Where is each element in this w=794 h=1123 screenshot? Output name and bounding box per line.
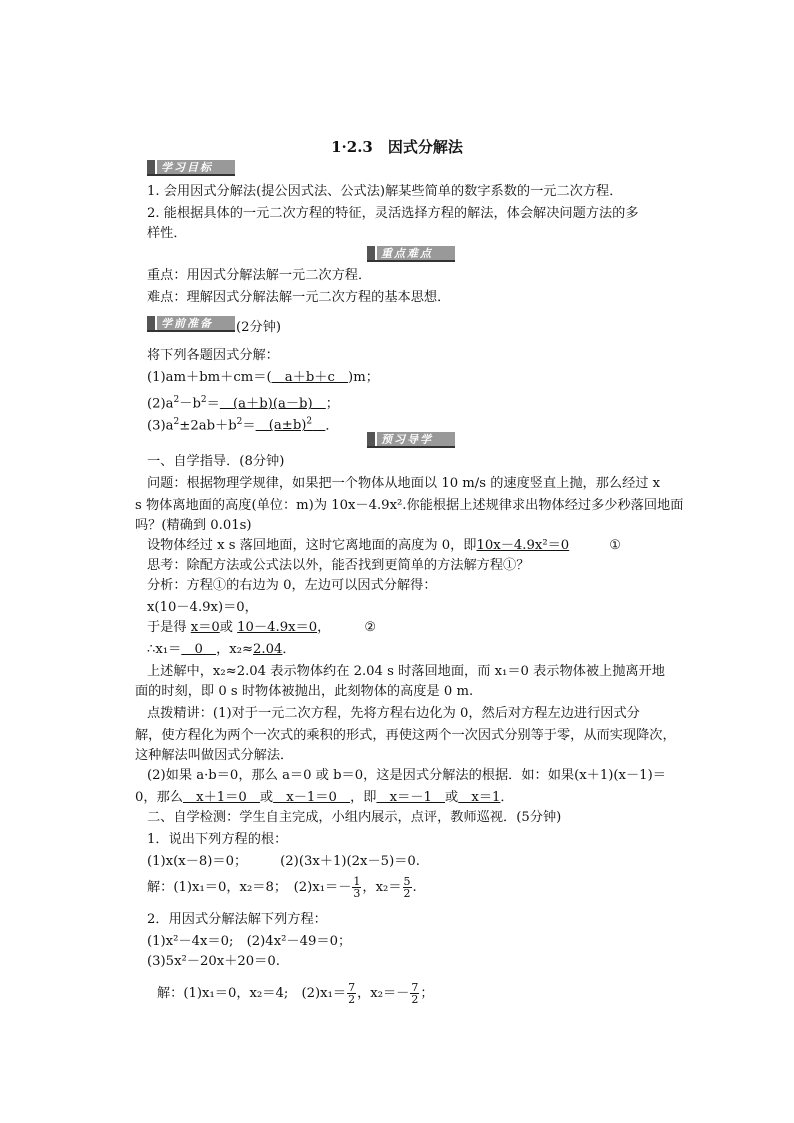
x2-prefix: ，x₂≈: [216, 642, 254, 657]
s2-q2-sol-mid: ，x₂＝－: [357, 986, 410, 1001]
explain-line-2: 面的时刻，即 0 s 时物体被抛出，此刻物体的高度是 0 m.: [135, 684, 474, 699]
prep-q3-eq: ＝: [242, 418, 256, 434]
problem-line-1: 问题：根据物理学规律，如果把一个物体从地面以 10 m/s 的速度竖直上抛，那么经过 x: [147, 476, 661, 491]
prep-q2-eq: ＝: [206, 396, 220, 412]
fraction-five-halves: $\frac{5}{2}$: [403, 875, 411, 900]
x2-suffix: ．: [282, 642, 296, 657]
x2-answer: 2.04: [253, 642, 283, 657]
prep-q2-answer: (a＋b)(a－b): [219, 396, 326, 412]
explain-line-1: 上述解中，x₂≈2.04 表示物体约在 2.04 s 时落回地面，而 x₁＝0 表示物体被上抛离开地: [147, 664, 665, 679]
s2-q1-sol-end: .: [412, 880, 417, 895]
tip2-answer-b: x－1＝0: [273, 790, 351, 805]
problem-line-3: 吗？(精确到 0.01s): [135, 518, 252, 533]
so-line: 于是得 x＝0或 10－4.9x＝0， ②: [147, 620, 377, 635]
tip2-then: ，即: [350, 790, 377, 805]
tip2-answer-c: x＝－1: [376, 790, 446, 805]
so-answer-a: x＝0: [190, 620, 220, 635]
s2-q1-sol-mid: ，x₂＝: [362, 880, 402, 895]
fraction-seven-halves: $\frac{7}{2}$: [348, 981, 356, 1006]
prep-q3-mid: ±2ab＋b: [179, 418, 237, 434]
tip2-answer-d: x＝1: [458, 790, 501, 805]
tip2-or-1: 或: [259, 790, 274, 805]
section2-heading: 二、自学检测：学生自主完成，小组内展示，点评，教师巡视．(5分钟): [147, 810, 562, 825]
key-points-banner: 重点难点: [367, 246, 455, 262]
set-text: 设物体经过 x s 落回地面，这时它离地面的高度为 0，即: [147, 538, 477, 553]
so-answer-b: 10－4.9x＝0: [237, 620, 318, 635]
tip2-or-2: 或: [445, 790, 459, 805]
page-title: 1·2.3 因式分解法: [331, 138, 463, 156]
s2-q2-sol-prefix: 解：(1)x₁＝0，x₂＝4; (2)x₁＝: [157, 986, 347, 1001]
prep-q3: $(3)a^2\pm 2ab+b^2=$ $(a\pm b)^2$ ．: [147, 417, 339, 434]
prep-q3-answer: (a±b): [255, 418, 307, 434]
think-line: 思考：除配方法或公式法以外，能否找到更简单的方法解方程①？: [147, 558, 530, 573]
equation-tag-1: ①: [609, 538, 622, 553]
x1-answer: 0: [181, 642, 217, 657]
key-point: 重点：用因式分解法解一元二次方程．: [147, 268, 372, 283]
set-equation: 10x－4.9x²＝0: [476, 538, 570, 553]
roots-line: [147, 640, 296, 660]
prep-intro: 将下列各题因式分解：: [147, 348, 279, 363]
s2-q2-solution: [157, 982, 434, 1005]
prep-q3-prefix: (3)a: [147, 418, 174, 434]
prep-q2: $(2)a^2-b^2=$ (a＋b)(a－b) ；: [147, 395, 339, 412]
s2-q1-sol-prefix: 解：(1)x₁＝0，x₂＝8； (2)x₁＝－: [147, 880, 352, 895]
tip-line-2: 解，使方程化为两个一次式的乘积的形式，再使这两个一次因式分别等于零，从而实现降次，: [135, 728, 676, 743]
goal-2-cont: 样性．: [147, 226, 187, 241]
s2-q2-eq-1: (1)x²－4x＝0; (2)4x²－49＝0；: [147, 934, 352, 949]
section1-heading: 一、自学指导．(8分钟): [147, 454, 285, 469]
analysis-line: 分析：方程①的右边为 0，左边可以因式分解得：: [147, 578, 437, 593]
set-line: [147, 536, 621, 556]
so-or: 或: [219, 620, 233, 635]
tip-line-3: 这种解法叫做因式分解法．: [135, 748, 294, 763]
goal-1: 1. 会用因式分解法(提公因式法、公式法)解某些简单的数字系数的一元二次方程．: [147, 184, 623, 199]
study-goals-banner: 学习目标: [147, 160, 235, 176]
problem-line-2: s 物体离地面的高度(单位：m)为 10x－4.9x².你能根据上述规律求出物体经过多少秒落回地面: [135, 498, 684, 513]
tip-line-1: 点拨精讲：(1)对于一元二次方程，先将方程右边化为 0，然后对方程左边进行因式分: [147, 706, 640, 721]
tip2-line-1: (2)如果 a·b＝0，那么 a＝0 或 b＝0，这是因式分解法的根据．如：如果(x＋1)(x－1)＝: [147, 768, 666, 783]
factor-line: x(10－4.9x)＝0，: [147, 600, 258, 615]
prep-q1-suffix: )m；: [348, 370, 379, 385]
tip2-end: ．: [500, 790, 514, 805]
prep-q3-suffix: ．: [325, 418, 339, 434]
so-prefix: 于是得: [147, 620, 187, 635]
equation-tag-2: ②: [364, 620, 377, 635]
difficulty: 难点：理解因式分解法解一元二次方程的基本思想．: [147, 290, 451, 305]
s2-q2-sol-end: ；: [420, 986, 434, 1001]
fraction-neg-seven-halves: $\frac{7}{2}$: [411, 981, 419, 1006]
s2-q1-equations: (1)x(x－8)＝0； (2)(3x＋1)(2x－5)＝0.: [147, 854, 420, 869]
prep-q2-prefix: (2)a: [147, 396, 174, 412]
prep-q1-prefix: (1)am＋bm＋cm＝(: [147, 370, 272, 385]
prep-q2-mid: －b: [179, 396, 201, 412]
preview-banner: 预习导学: [367, 432, 455, 448]
tip2-answer-a: x＋1＝0: [182, 790, 260, 805]
s2-q2-eq-2: (3)5x²－20x＋20＝0.: [147, 954, 280, 969]
s2-q2-title: 2．用因式分解法解下列方程：: [147, 912, 327, 927]
tip2-prefix: 0，那么: [135, 790, 183, 805]
s2-q1-title: 1．说出下列方程的根：: [147, 832, 288, 847]
prep-q1-answer: a＋b＋c: [271, 370, 349, 385]
goal-2: 2. 能根据具体的一元二次方程的特征，灵活选择方程的解法，体会解决问题方法的多: [147, 206, 639, 221]
prep-time: (2分钟): [236, 320, 282, 335]
prep-banner: 学前准备: [147, 316, 235, 332]
fraction-one-third: $\frac{1}{3}$: [353, 875, 361, 900]
prep-q1: [147, 368, 379, 388]
prep-q2-suffix: ；: [325, 396, 339, 412]
tip2-line-2: [135, 788, 514, 808]
s2-q1-solution: [147, 876, 417, 899]
x1-prefix: ∴x₁＝: [147, 642, 182, 657]
